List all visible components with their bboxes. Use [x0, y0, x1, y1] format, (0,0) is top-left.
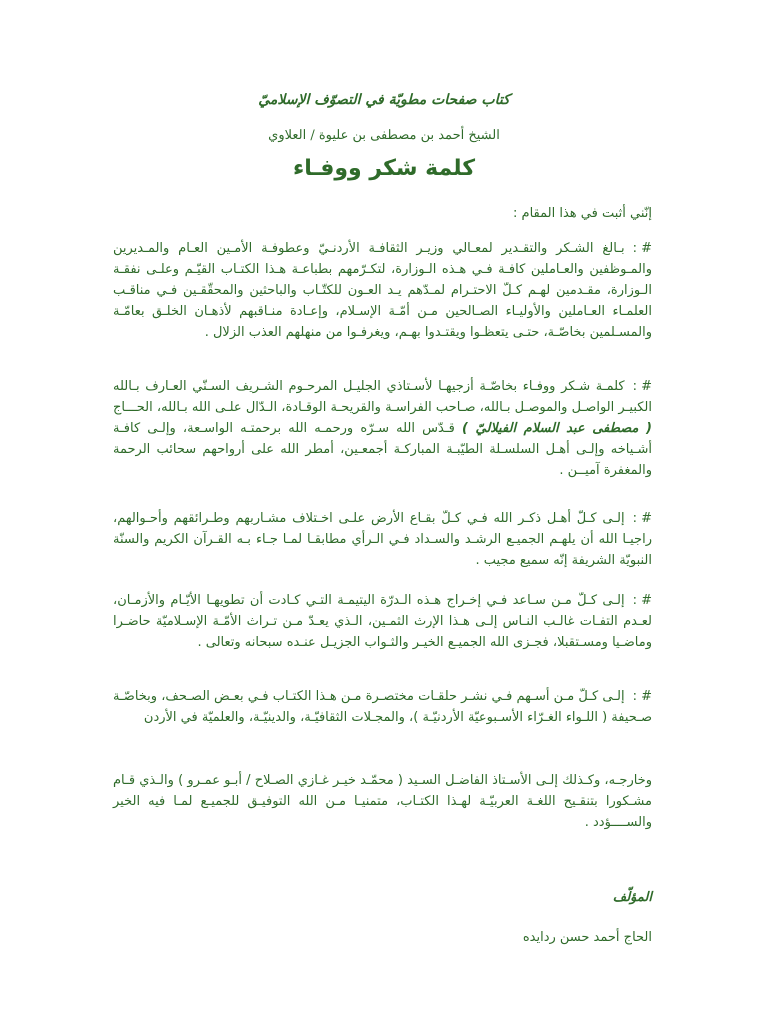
paragraph [113, 508, 652, 571]
bullet-mark: # : [632, 241, 652, 256]
bullet-mark: # : [632, 511, 652, 526]
paragraph-text: إلـى كـلّ مـن سـاعد فـي إخـراج هـذه الـدرّة اليتيمـة التـي كـادت أن تطويهـا الأيّـام والأزمـان، لعـدم التفـات غالـب النـاس إلـى هـذا الإرث الثمـين، الـذي يعـدّ مـن تـراث الأمّـة الإسـلاميّة حاضـرا وماضـيا ومسـتقبلا، فجـزى الله الجميـع الخيـر والثـواب الجزيـل عنـده سبحانه وتعالى . [113, 593, 652, 650]
paragraph [113, 376, 652, 481]
signature-label: المؤلّف [612, 890, 652, 905]
intro-line: إنّني أثبت في هذا المقام : [513, 206, 652, 221]
bullet-mark: # : [632, 593, 652, 608]
paragraph-text: وخارجـه، وكـذلك إلـى الأسـتاذ الفاضـل السـيد ( محمّـد خيـر غـازي الصـلاح / أبـو عمـرو ) والـذي قـام مشـكورا بتنقـيح اللغـة العربيّـة لهـذا الكتـاب، متمنيـا مـن الله التوفيـق للجميـع لمـا فيه الخير والســــؤدد . [113, 773, 652, 830]
paragraph [113, 686, 652, 728]
paragraph-text: إلـى كـلّ أهـل ذكـر الله فـي كـلّ بقـاع الأرض علـى اخـتلاف مشـاربهم وطـرائقهم وأحـوالهم، راجيـا الله أن يلهـم الجميـع الرشـد والسـداد فـي الـرأي مطابقـا لمـا جـاء بـه القـرآن الكريم والسنّة النبويّة الشريفة إنّه سميع مجيب . [113, 511, 652, 568]
paragraph-text: كلمـة شـكر ووفـاء بخاصّـة أزجيهـا لأسـتاذي الجليـل المرحـوم الشـريف السـنّي العـارف بـالله الكبيـر الواصـل والموصـل بـالله، صـاحب الفراسـة والقريحـة الوقـادة، الـدّال علـى الله بـالله، الحـــاج [113, 379, 652, 415]
paragraph-text: بـالغ الشـكر والتقـدير لمعـالي وزيـر الثقافـة الأردنـيّ وعطوفـة الأمـين العـام والمـديرين والمـوظفين والعـاملين كافـة فـي هـذه الـوزارة، لتكـرّمهم بطباعـة هـذا الكتـاب القيّـم وعلـى نفقـة الـوزارة، مقـدمين لهـم كـلّ الاحتـرام لمـدّهم يـد العـون للكتّـاب والباحثين والمحقّقـين فـي مناقـب العلمـاء العـاملين والأوليـاء الصـالحين مـن أمّـة الإسـلام، وإعـادة منـاقبهم لأذهـان الخلـق بعامّـة والمسـلمين بخاصّـة، حتـى يتعظـوا ويقتـدوا بهـم، ويغرفـوا من منهلهم العذب الزلال . [113, 241, 652, 340]
highlighted-name: ( مصطفى عبد السلام الفيلاليّ ) [462, 421, 653, 436]
page-heading: كلمة شكر ووفـاء [292, 156, 476, 181]
signature-name: الحاج أحمد حسن ردايده [522, 930, 652, 945]
bullet-mark: # : [632, 689, 652, 704]
book-title: كتاب صفحات مطويّة في التصوّف الإسلاميّ [258, 92, 510, 108]
paragraph-text: إلـى كـلّ مـن أسـهم فـي نشـر حلقـات مختصـرة مـن هـذا الكتـاب فـي بعـض الصـحف، وبخاصّـة صـحيفة ( اللـواء الغـرّاء الأسـبوعيّة الأردنيّـة )، والمجـلات الثقافيّـة، والدينيّـة، والعلميّة في الأردن [113, 689, 652, 725]
paragraph [113, 238, 652, 343]
paragraph-text-continued: قـدّس الله سـرّه ورحمـه الله برحمتـه الواسـعة، وإلـى كافـة أشـياخه وإلـى أهـل السلسـلة الطيّبـة المباركـة أجمعـين، أمطر الله على أرواحهم سحائب الرحمة والمغفرة آميــن . [113, 421, 652, 478]
bullet-mark: # : [632, 379, 652, 394]
book-author: الشيخ أحمد بن مصطفى بن عليوة / العلاوي [268, 128, 500, 143]
paragraph [113, 770, 652, 833]
paragraph [113, 590, 652, 653]
